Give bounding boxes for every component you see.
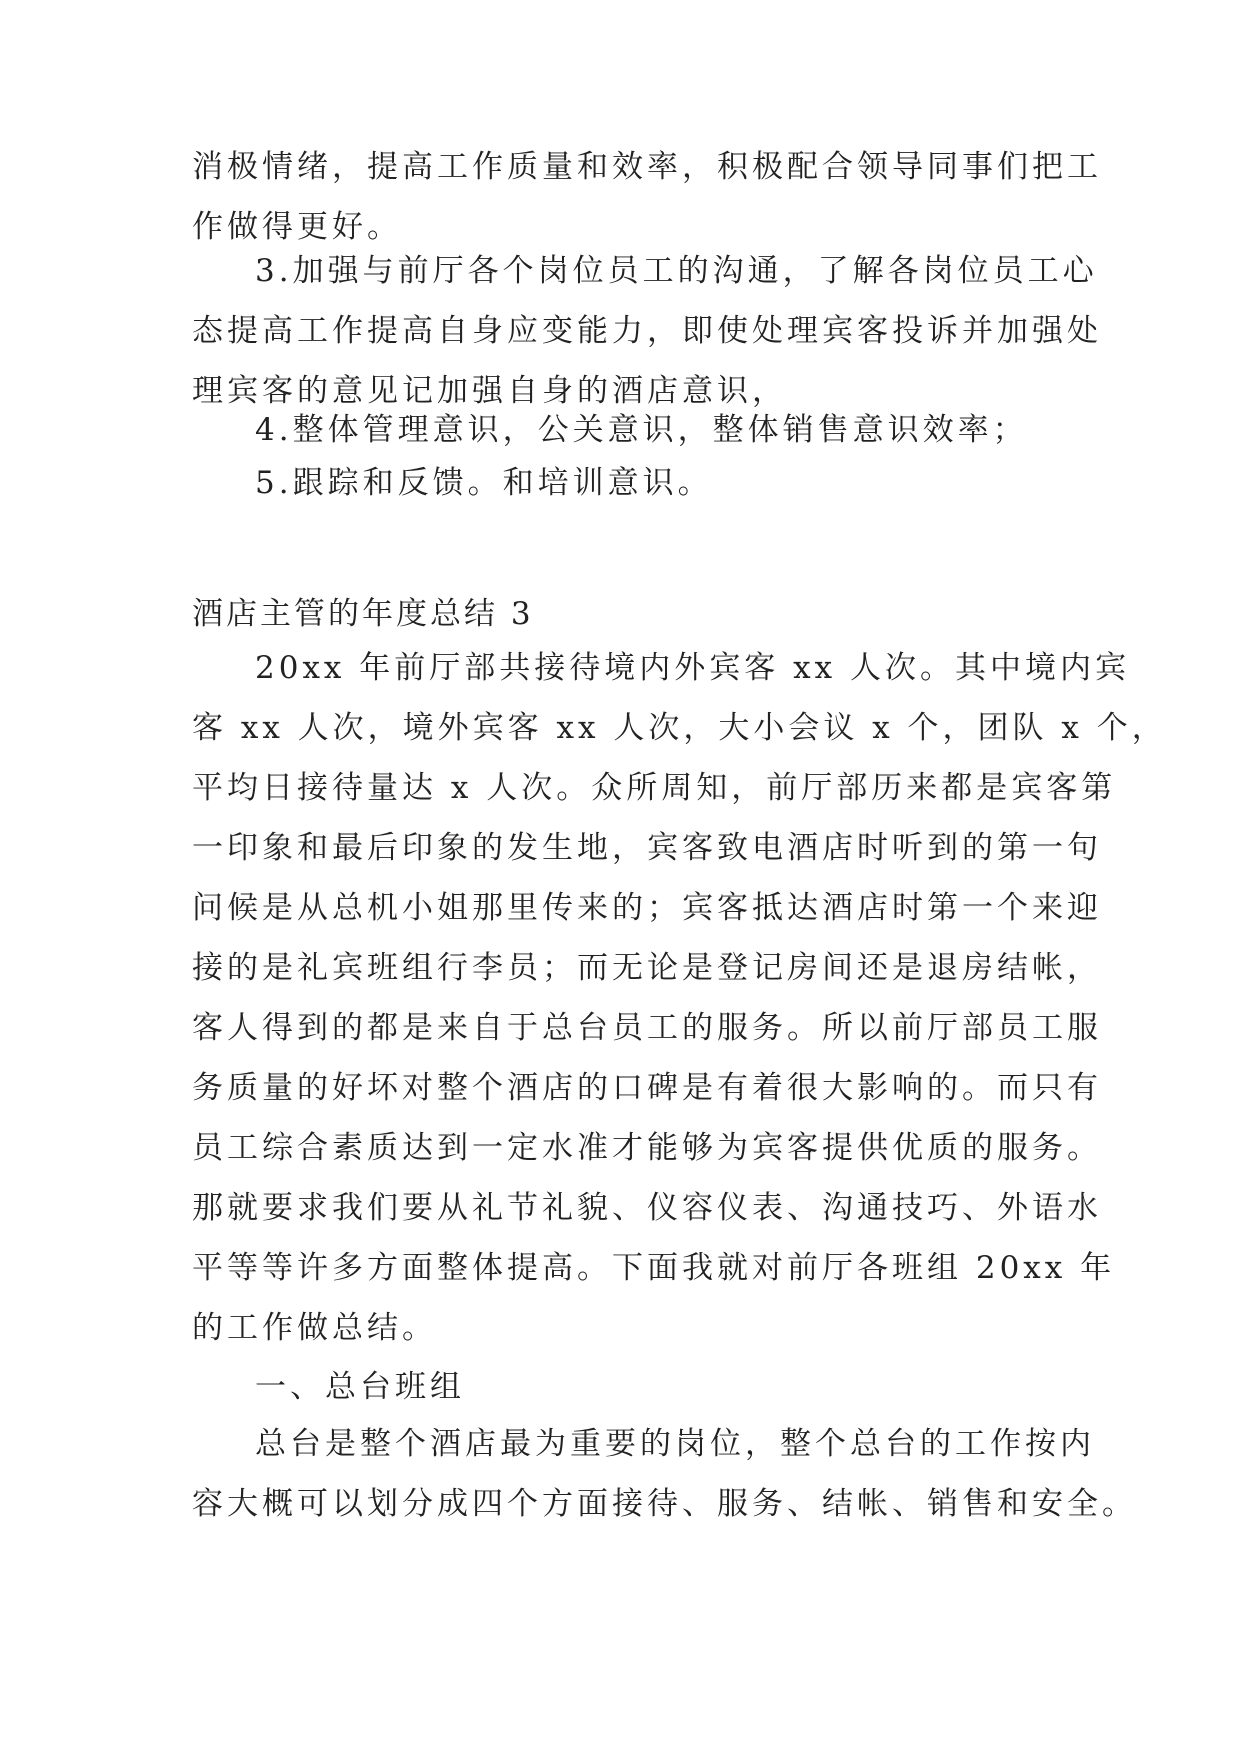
paragraph-line: 消极情绪，提高工作质量和效率，积极配合领导同事们把工 bbox=[192, 149, 1102, 185]
paragraph-line: 3.加强与前厅各个岗位员工的沟通，了解各岗位员工心 bbox=[255, 253, 1098, 289]
paragraph-line: 一印象和最后印象的发生地，宾客致电酒店时听到的第一句 bbox=[192, 830, 1102, 866]
paragraph-line: 20xx 年前厅部共接待境内外宾客 xx 人次。其中境内宾 bbox=[255, 650, 1130, 686]
list-item-4 bbox=[192, 400, 1062, 460]
paragraph-line: 作做得更好。 bbox=[192, 209, 402, 245]
paragraph-line: 态提高工作提高自身应变能力，即使处理宾客投诉并加强处 bbox=[192, 313, 1102, 349]
paragraph-line: 理宾客的意见记加强自身的酒店意识， bbox=[192, 373, 787, 409]
paragraph-line: 5.跟踪和反馈。和培训意识。 bbox=[255, 465, 713, 501]
continued-paragraph bbox=[192, 137, 1102, 257]
intro-paragraph bbox=[192, 638, 1167, 1358]
paragraph-line: 平等等许多方面整体提高。下面我就对前厅各班组 20xx 年 bbox=[192, 1250, 1116, 1286]
paragraph-line: 务质量的好坏对整个酒店的口碑是有着很大影响的。而只有 bbox=[192, 1070, 1102, 1106]
list-item-5 bbox=[192, 453, 1062, 513]
subheading-block bbox=[192, 1357, 1062, 1417]
paragraph-line: 客 xx 人次，境外宾客 xx 人次，大小会议 x 个，团队 x 个， bbox=[192, 710, 1167, 746]
paragraph-line: 问候是从总机小姐那里传来的；宾客抵达酒店时第一个来迎 bbox=[192, 890, 1102, 926]
list-item-3 bbox=[192, 241, 1102, 421]
section-title bbox=[192, 584, 1062, 644]
paragraph-line: 员工综合素质达到一定水准才能够为宾客提供优质的服务。 bbox=[192, 1130, 1102, 1166]
paragraph-line: 接的是礼宾班组行李员；而无论是登记房间还是退房结帐， bbox=[192, 950, 1102, 986]
paragraph-line: 那就要求我们要从礼节礼貌、仪容仪表、沟通技巧、外语水 bbox=[192, 1190, 1102, 1226]
section-heading: 酒店主管的年度总结 3 bbox=[192, 596, 534, 632]
paragraph-line: 总台是整个酒店最为重要的岗位，整个总台的工作按内 bbox=[255, 1426, 1095, 1462]
front-desk-paragraph bbox=[192, 1414, 1137, 1534]
paragraph-line: 客人得到的都是来自于总台员工的服务。所以前厅部员工服 bbox=[192, 1010, 1102, 1046]
paragraph-line: 平均日接待量达 x 人次。众所周知，前厅部历来都是宾客第 bbox=[192, 770, 1117, 806]
paragraph-line: 容大概可以划分成四个方面接待、服务、结帐、销售和安全。 bbox=[192, 1486, 1137, 1522]
paragraph-line: 的工作做总结。 bbox=[192, 1310, 437, 1346]
subheading: 一、总台班组 bbox=[255, 1369, 465, 1405]
paragraph-line: 4.整体管理意识，公关意识，整体销售意识效率； bbox=[255, 412, 1028, 448]
